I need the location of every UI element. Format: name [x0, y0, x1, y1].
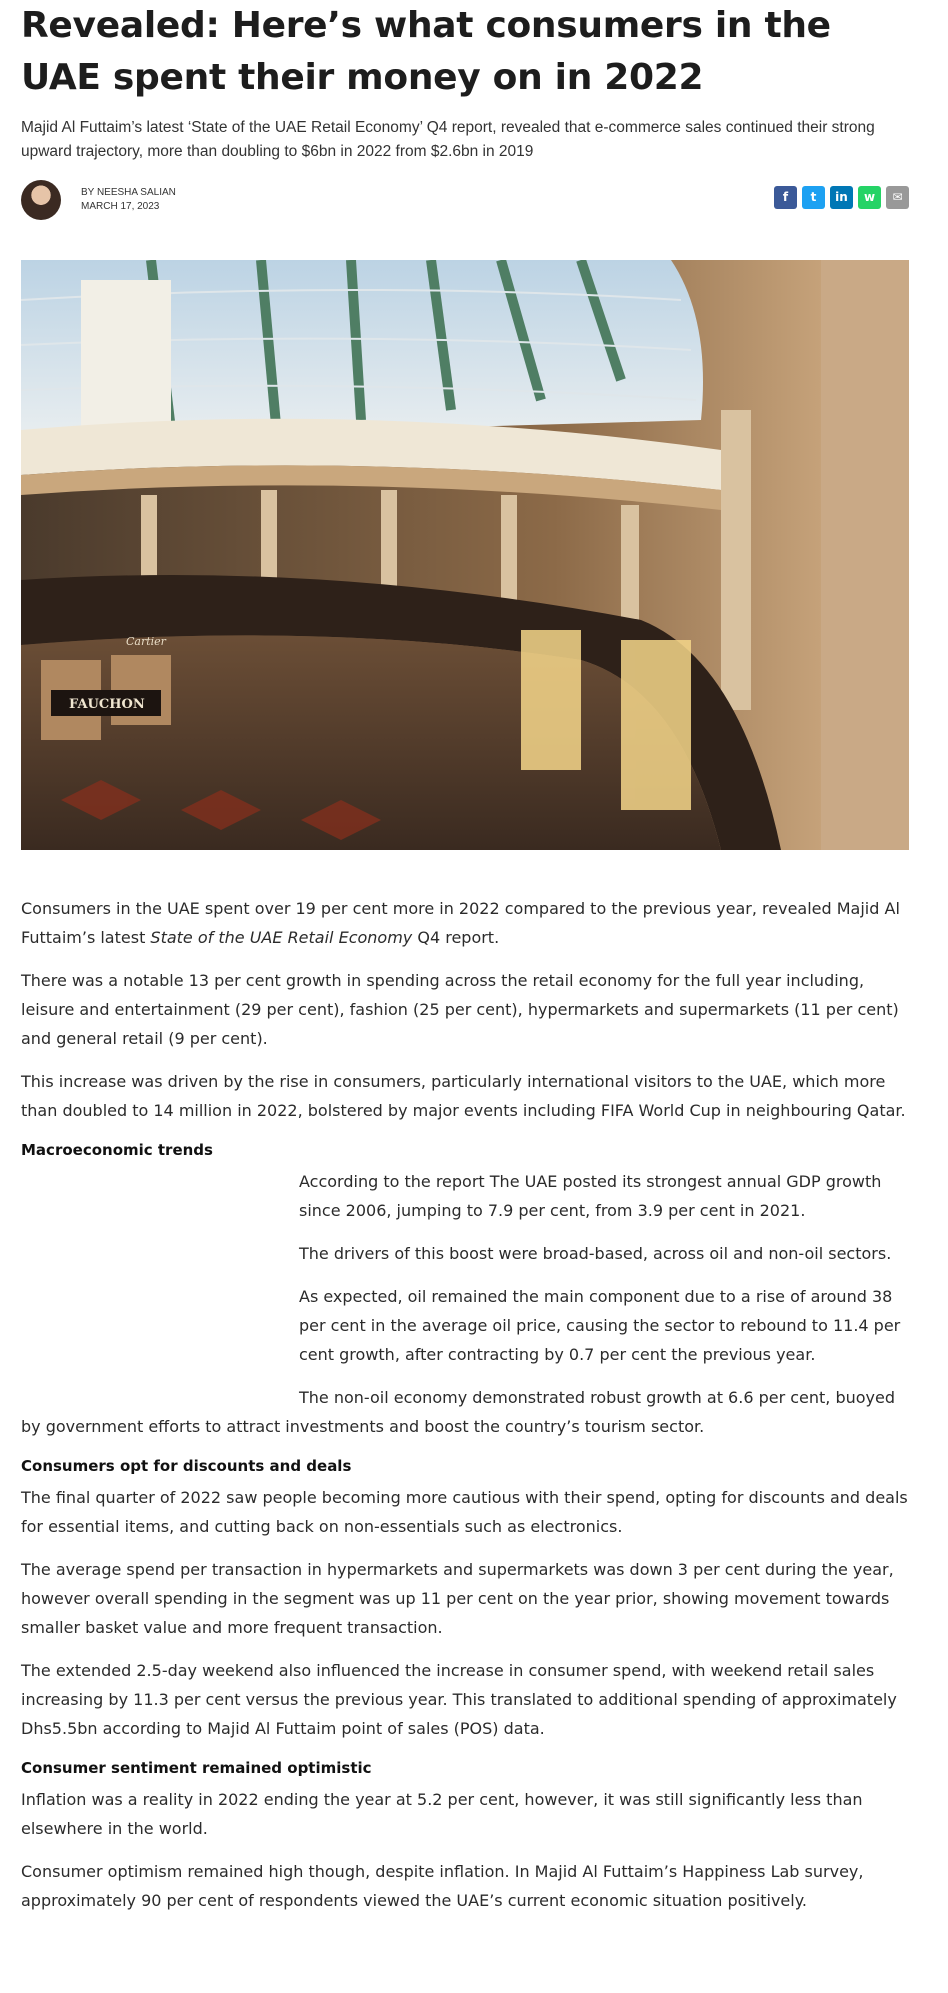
paragraph-9: The average spend per transaction in hypermarkets and supermarkets was down 3 per cent during the year, however overall spending in the segment was up 11 per cent on the year prior, showing movement towards smaller basket value and more frequent transaction. — [21, 1560, 894, 1637]
headline: Revealed: Here’s what consumers in the UAE spent their money on in 2022 — [21, 5, 831, 98]
paragraph-10: The extended 2.5-day weekend also influenced the increase in consumer spend, with weekend retail sales increasing by 11.3 per cent versus the previous year. This translated to additional spending of approximately Dhs5.5bn according to Majid Al Futtaim point of sales (POS) data. — [21, 1661, 897, 1738]
paragraph-12: Consumer optimism remained high though, despite inflation. In Majid Al Futtaim’s Happiness Lab survey, approximately 90 per cent of respondents viewed the UAE’s current economic situation positively. — [21, 1862, 864, 1910]
publish-date: MARCH 17, 2023 — [81, 201, 160, 212]
linkedin-share-icon[interactable]: in — [830, 186, 853, 209]
indented-section — [21, 1167, 909, 1441]
author-avatar[interactable] — [21, 180, 61, 220]
paragraph-5: The drivers of this boost were broad-based, across oil and non-oil sectors. — [299, 1244, 892, 1263]
section-heading-discounts: Consumers opt for discounts and deals — [21, 1457, 352, 1475]
subhead: Majid Al Futtaim’s latest ‘State of the UAE Retail Economy’ Q4 report, revealed that e-commerce sales continued their strong upward trajectory, more than doubling to $6bn in 2022 from $2.6bn in 2019 — [21, 119, 875, 160]
paragraph-3: This increase was driven by the rise in consumers, particularly international visitors to the UAE, which more than doubled to 14 million in 2022, bolstered by major events including FIFA World Cup in neighbouring Qatar. — [21, 1072, 906, 1120]
twitter-share-icon[interactable]: t — [802, 186, 825, 209]
cartier-sign: Cartier — [126, 635, 166, 648]
paragraph-4: According to the report The UAE posted its strongest annual GDP growth since 2006, jumping to 7.9 per cent, from 3.9 per cent in 2021. — [299, 1172, 882, 1220]
author-name[interactable]: BY NEESHA SALIAN — [81, 187, 176, 198]
paragraph-11: Inflation was a reality in 2022 ending the year at 5.2 per cent, however, it was still significantly less than elsewhere in the world. — [21, 1790, 863, 1838]
fauchon-sign: FAUCHON — [69, 697, 145, 712]
paragraph-1: Consumers in the UAE spent over 19 per cent more in 2022 compared to the previous year, revealed Majid Al Futtaim’s latest State of the UAE Retail Economy Q4 report. — [21, 899, 900, 947]
whatsapp-share-icon[interactable]: w — [858, 186, 881, 209]
byline — [81, 186, 176, 214]
share-bar — [774, 186, 909, 209]
article-body — [21, 894, 909, 1915]
mall-atrium-illustration — [21, 260, 909, 850]
paragraph-7: The non-oil economy demonstrated robust growth at 6.6 per cent, buoyed by government efforts to attract investments and boost the country’s tourism sector. — [21, 1388, 896, 1436]
paragraph-2: There was a notable 13 per cent growth in spending across the retail economy for the full year including, leisure and entertainment (29 per cent), fashion (25 per cent), hypermarkets and supermarkets (11 per cent) and general retail (9 per cent). — [21, 971, 899, 1048]
facebook-share-icon[interactable]: f — [774, 186, 797, 209]
section-heading-sentiment: Consumer sentiment remained optimistic — [21, 1759, 372, 1777]
hero-image — [21, 260, 909, 850]
paragraph-6: As expected, oil remained the main component due to a rise of around 38 per cent in the average oil price, causing the sector to rebound to 11.4 per cent growth, after contracting by 0.7 per cent the previous year. — [299, 1287, 901, 1364]
email-share-icon[interactable]: ✉ — [886, 186, 909, 209]
byline-row — [21, 180, 909, 224]
paragraph-8: The final quarter of 2022 saw people becoming more cautious with their spend, opting for discounts and deals for essential items, and cutting back on non-essentials such as electronics. — [21, 1488, 908, 1536]
section-heading-macro: Macroeconomic trends — [21, 1141, 213, 1159]
